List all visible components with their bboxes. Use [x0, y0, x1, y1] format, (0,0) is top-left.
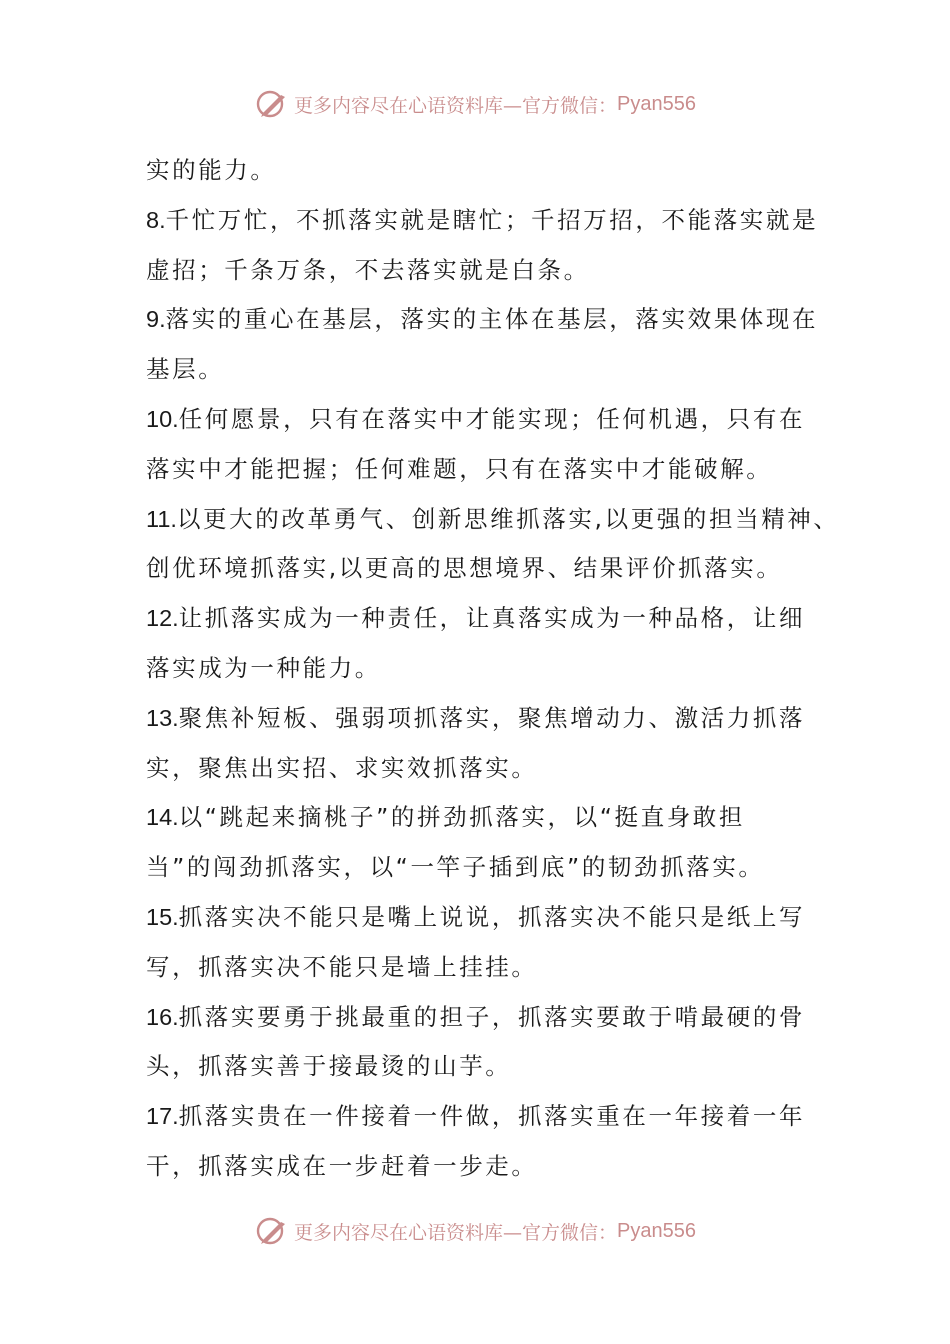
line-text: 基层。 [146, 355, 225, 384]
line-text: 聚焦补短板、强弱项抓落实，聚焦增动力、激活力抓落 [178, 703, 806, 732]
line-text: 落实中才能把握；任何难题，只有在落实中才能破解。 [146, 454, 773, 483]
pen-logo-icon [254, 86, 290, 122]
item-number: 10. [146, 405, 179, 432]
text-line [146, 893, 836, 943]
item-number: 11. [146, 505, 177, 532]
text-line [146, 793, 836, 843]
item-number: 16. [146, 1003, 179, 1030]
line-text: 抓落实决不能只是嘴上说说，抓落实决不能只是纸上写 [178, 902, 806, 931]
line-text: 抓落实贵在一件接着一件做，抓落实重在一年接着一年 [178, 1102, 806, 1131]
line-text: 当”的闯劲抓落实，以“一竿子插到底”的韧劲抓落实。 [146, 853, 765, 882]
line-text: 落实的重心在基层，落实的主体在基层，落实效果体现在 [165, 305, 819, 334]
header-watermark [0, 84, 950, 124]
text-line [146, 246, 836, 296]
watermark-text: 更多内容尽在心语资料库—官方微信： [294, 94, 618, 117]
footer-watermark [0, 1211, 950, 1251]
item-number: 17. [146, 1103, 179, 1130]
item-number: 12. [146, 605, 179, 632]
line-text: 写，抓落实决不能只是墙上挂挂。 [146, 952, 538, 981]
text-line [146, 146, 836, 196]
line-text: 以“跳起来摘桃子”的拼劲抓落实，以“挺直身敢担 [178, 803, 745, 832]
watermark-text: 更多内容尽在心语资料库—官方微信： [294, 1221, 618, 1244]
line-text: 创优环境抓落实,以更高的思想境界、结果评价抓落实。 [146, 554, 783, 583]
text-line [146, 345, 836, 395]
text-line [146, 843, 836, 893]
line-text: 头，抓落实善于接最烫的山芋。 [146, 1052, 512, 1081]
line-text: 任何愿景，只有在落实中才能实现；任何机遇，只有在 [178, 404, 806, 433]
text-line [146, 1042, 836, 1092]
line-text: 实的能力。 [146, 156, 277, 184]
watermark-wechat-id: Pyan556 [617, 92, 696, 115]
text-line [146, 1092, 836, 1142]
line-text: 千忙万忙，不抓落实就是瞎忙；千招万招，不能落实就是 [165, 205, 819, 234]
text-line [146, 445, 836, 495]
text-line [146, 196, 836, 246]
text-line [146, 744, 836, 794]
line-text: 落实成为一种能力。 [146, 653, 381, 682]
text-line [146, 395, 836, 445]
line-text: 实，聚焦出实招、求实效抓落实。 [146, 753, 538, 782]
line-text: 抓落实要勇于挑最重的担子，抓落实要敢于啃最硬的骨 [178, 1002, 806, 1031]
pen-logo-icon [254, 1213, 290, 1249]
text-line [146, 544, 836, 594]
item-number: 13. [146, 704, 179, 731]
line-text: 干，抓落实成在一步赶着一步走。 [146, 1151, 538, 1180]
text-line [146, 1142, 836, 1192]
text-line [146, 295, 836, 345]
item-number: 15. [146, 903, 179, 930]
line-text: 以更大的改革勇气、创新思维抓落实,以更强的担当精神、 [176, 504, 840, 533]
text-line [146, 644, 836, 694]
line-text: 虚招；千条万条，不去落实就是白条。 [146, 255, 590, 284]
watermark-wechat-id: Pyan556 [617, 1219, 696, 1242]
document-body [146, 146, 840, 1192]
text-line [146, 594, 836, 644]
item-number: 9. [146, 306, 166, 333]
item-number: 14. [146, 804, 179, 831]
line-text: 让抓落实成为一种责任，让真落实成为一种品格，让细 [178, 604, 806, 633]
text-line [146, 993, 836, 1043]
text-line [146, 495, 840, 545]
text-line [146, 694, 836, 744]
item-number: 8. [146, 206, 166, 233]
text-line [146, 943, 836, 993]
